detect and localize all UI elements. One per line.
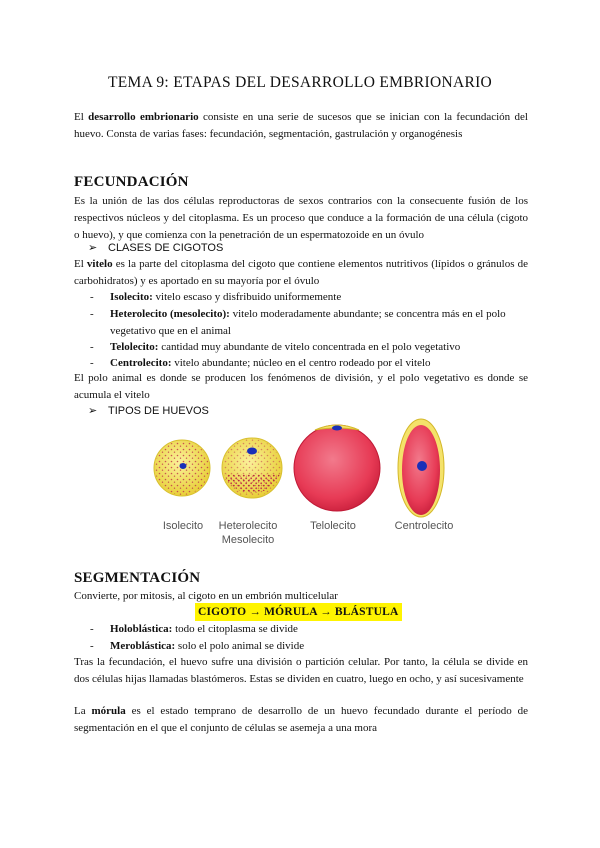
item-desc: cantidad muy abundante de vitelo concentrada en el polo vegetativo	[158, 341, 461, 353]
clases-text: CLASES DE CIGOTOS	[108, 242, 224, 254]
heading-segmentacion: SEGMENTACIÓN	[74, 570, 201, 586]
morula-paragraph	[74, 703, 528, 737]
isolecito-egg	[154, 440, 210, 496]
morula-rest: es el estado temprano de desarrollo de un huevo fecundado durante el período de segmentación en el que el conjunto de células se asemeja a una mora	[74, 705, 529, 734]
nucleus-icon	[247, 448, 257, 455]
arrow-bullet-icon: ➢	[88, 242, 98, 254]
heading-fecundacion: FECUNDACIÓN	[74, 174, 189, 190]
intro-term: desarrollo embrionario	[88, 111, 199, 123]
item-desc: todo el citoplasma se divide	[172, 623, 298, 635]
dash-bullet: -	[90, 640, 94, 652]
caption-telolecito: Telolecito	[310, 520, 356, 532]
item-term: Telolecito:	[110, 341, 159, 353]
vitelo-term: vitelo	[86, 258, 113, 270]
vitelo-prefix: El	[74, 258, 87, 270]
caption-heterolecito: Heterolecito	[218, 520, 278, 532]
intro-paragraph	[74, 109, 528, 143]
heterolecito-egg	[222, 438, 282, 498]
item-term: Heterolecito (mesolecito):	[110, 308, 230, 320]
segmentacion-intro: Convierte, por mitosis, al cigoto en un embrión multicelular	[74, 590, 338, 602]
centrolecito-egg	[398, 419, 444, 517]
caption-centrolecito: Centrolecito	[394, 520, 454, 532]
sequence-highlight: CIGOTO → MÓRULA → BLÁSTULA	[195, 603, 402, 621]
nucleus-icon	[180, 463, 187, 469]
polo-paragraph: El polo animal es donde se producen los fenómenos de división, y el polo vegetativo es donde se acumula el vitelo	[74, 372, 528, 401]
fecundacion-definition: Es la unión de las dos células reproductoras de sexos contrarios con la consecuente fusión de los respectivos núcleos y del citoplasma. Es un proceso que conduce a la formación de una célula (cigoto o huevo), y que comienza con la penetración de un espermatozoide en un óvulo	[74, 195, 528, 241]
morula-prefix: La	[74, 705, 92, 717]
dash-bullet: -	[90, 623, 94, 635]
telolecito-egg	[294, 425, 380, 511]
item-desc: vitelo abundante; núcleo en el centro rodeado por el vitelo	[171, 357, 431, 369]
tipos-text: TIPOS DE HUEVOS	[108, 405, 209, 417]
item-term: Isolecito:	[110, 291, 153, 303]
arrow-bullet-icon: ➢	[88, 405, 98, 417]
nucleus-icon	[417, 461, 427, 471]
item-term: Centrolecito:	[110, 357, 172, 369]
dash-bullet: -	[90, 357, 94, 369]
caption-mesolecito: Mesolecito	[221, 534, 275, 546]
caption-isolecito: Isolecito	[162, 520, 204, 532]
intro-rest: consiste en una serie de sucesos que se inician con la fecundación del huevo. Consta de varias fases: fecundación, segmentación, gastrulación y organogénesis	[74, 111, 528, 140]
item-desc: solo el polo animal se divide	[175, 640, 305, 652]
clases-cigotos-label	[88, 240, 223, 256]
vitelo-paragraph	[74, 256, 528, 290]
dash-bullet: -	[90, 308, 94, 320]
intro-prefix: El	[74, 111, 89, 123]
page-title: TEMA 9: ETAPAS DEL DESARROLLO EMBRIONARIO	[107, 74, 493, 91]
division-paragraph: Tras la fecundación, el huevo sufre una división o partición celular. Por tanto, la célula se divide en dos células hijas llamadas blastómeros. Estas se dividen en cuatro, luego en ocho, y así sucesivamente	[74, 656, 528, 685]
dash-bullet: -	[90, 341, 94, 353]
item-desc: vitelo escaso y disfribuido uniformemente	[152, 291, 342, 303]
morula-term: mórula	[91, 705, 126, 717]
nucleus-icon	[332, 426, 342, 431]
item-desc: vitelo moderadamente abundante; se concentra más en el polo vegetativo que en el animal	[110, 308, 506, 337]
vitelo-rest: es la parte del citoplasma del cigoto que contiene elementos nutritivos (lípidos o gránulos de carbohidratos) y es aportado en su mayoría por el óvulo	[74, 258, 528, 287]
item-term: Holoblástica:	[110, 623, 173, 635]
dash-bullet: -	[90, 291, 94, 303]
egg-types-figure	[140, 412, 460, 520]
item-term: Meroblástica:	[110, 640, 176, 652]
